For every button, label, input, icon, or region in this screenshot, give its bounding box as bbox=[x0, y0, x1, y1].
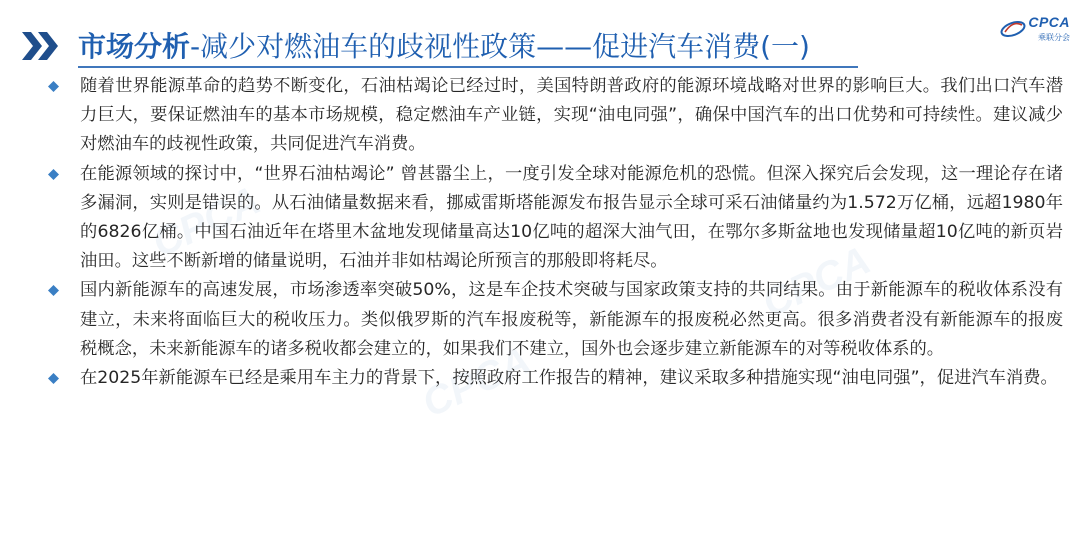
list-item bbox=[48, 160, 1063, 277]
bullet-text: 在能源领域的探讨中，“世界石油枯竭论” 曾甚嚣尘上，一度引发全球对能源危机的恐慌。但深入探究后会发现，这一理论存在诸多漏洞，实则是错误的。从石油储量数据来看，挪威雷斯塔能源发布报告显示全球可采石油储量约为1.572万亿桶，远超1980年的6826亿桶。中国石油近年在塔里木盆地发现储量高达10亿吨的超深大油气田，在鄂尔多斯盆地也发现储量超10亿吨的新页岩油田。这些不断新增的储量说明，石油并非如枯竭论所预言的那般即将耗尽。 bbox=[80, 163, 1063, 272]
page-title bbox=[78, 30, 810, 64]
bullet-text: 在2025年新能源车已经是乘用车主力的背景下，按照政府工作报告的精神，建议采取多种措施实现“油电同强”，促进汽车消费。 bbox=[80, 368, 1058, 389]
bullet-list bbox=[48, 72, 1063, 393]
list-item bbox=[48, 364, 1063, 393]
slide-header bbox=[0, 0, 1080, 64]
double-chevron-icon bbox=[22, 32, 62, 60]
bullet-text: 国内新能源车的高速发展，市场渗透率突破50%，这是车企技术突破与国家政策支持的共同结果。由于新能源车的税收体系没有建立，未来将面临巨大的税收压力。类似俄罗斯的汽车报废税等，新能源车的报废税必然更高。很多消费者没有新能源车的报废税概念，未来新能源车的诸多税收都会建立的，如果我们不建立，国外也会逐步建立新能源车的对等税收体系的。 bbox=[80, 280, 1063, 359]
watermark: CPCA bbox=[415, 338, 538, 426]
logo-text: CPCA bbox=[1028, 14, 1070, 30]
diamond-bullet-icon bbox=[48, 81, 59, 92]
title-text: -减少对燃油车的歧视性政策——促进汽车消费(一) bbox=[190, 30, 810, 63]
list-item bbox=[48, 276, 1063, 364]
bullet-text: 随着世界能源革命的趋势不断变化，石油枯竭论已经过时，美国特朗普政府的能源环境战略对世界的影响巨大。我们出口汽车潜力巨大，要保证燃油车的基本市场规模，稳定燃油车产业链，实现“油电同强”，确保中国汽车的出口优势和可持续性。建议减少对燃油车的歧视性政策，共同促进汽车消费。 bbox=[80, 76, 1063, 155]
diamond-bullet-icon bbox=[48, 169, 59, 180]
cpca-logo bbox=[1000, 14, 1070, 48]
watermark: CPCA bbox=[755, 238, 878, 326]
diamond-bullet-icon bbox=[48, 285, 59, 296]
logo-swoosh-icon bbox=[1000, 16, 1026, 42]
title-keyword: 市场分析 bbox=[78, 30, 191, 63]
diamond-bullet-icon bbox=[48, 373, 59, 384]
title-underline bbox=[78, 66, 858, 68]
watermark: CPCA bbox=[145, 178, 268, 266]
logo-subtext: 乘联分会 bbox=[1038, 33, 1070, 42]
list-item bbox=[48, 72, 1063, 160]
